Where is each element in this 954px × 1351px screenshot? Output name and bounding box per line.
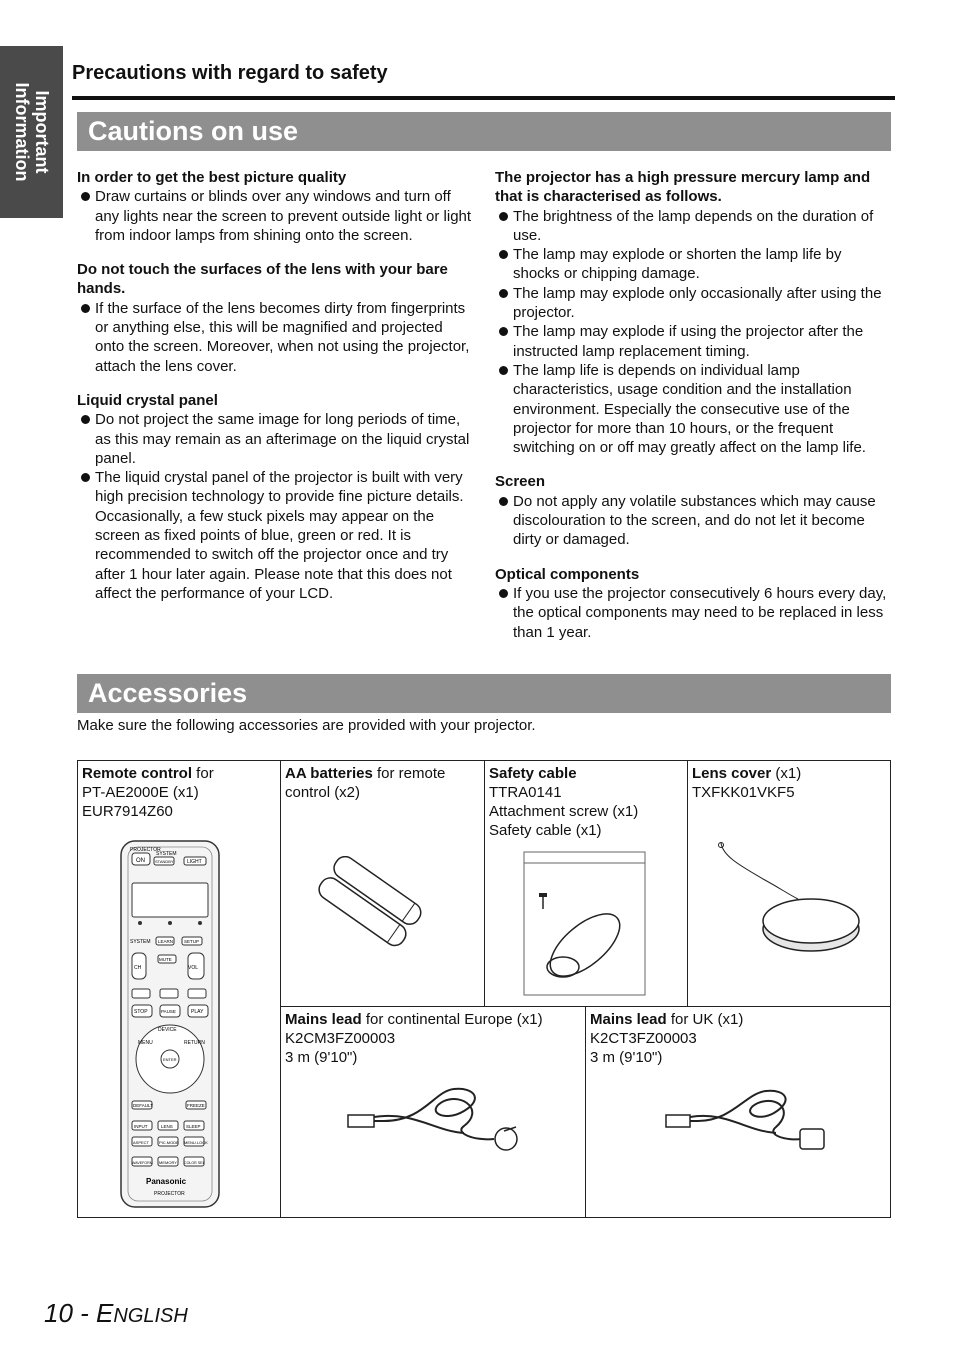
item-name: Lens cover [692,765,772,782]
item-name: Remote control [82,765,193,782]
item-desc-line4: Safety cable (x1) [489,822,602,839]
item-model: PT-AE2000E (x1) [82,784,199,801]
remote-brand-logo: Panasonic [146,1177,187,1186]
remote-label-system2: SYSTEM [130,939,151,945]
item-name: Safety cable [489,765,577,782]
bullet-item: The lamp may explode if using the projector after the instructed lamp replacement timing. [495,322,890,361]
bullet-item: Do not project the same image for long periods of time, as this may remain as an afterimage on the liquid crystal panel. [77,410,472,468]
item-part: K2CM3FZ00003 [285,1030,396,1047]
remote-menulock-button: MENU.LOCK [184,1140,208,1145]
mains-lead-uk-illustration [662,1081,832,1161]
bullet-item: If you use the projector consecutively 6 hours every day, the optical components may need to be replaced in less than 1 year. [495,584,890,642]
heading-rule [72,96,895,100]
item-part: TTRA0141 [489,784,562,801]
cautions-right-column [495,168,890,642]
bullet-item: Draw curtains or blinds over any windows and turn off any lights near the screen to prevent outside light or light from indoor lamps from shining onto the screen. [77,187,472,245]
remote-label-projector: PROJECTOR [130,847,161,853]
accessories-title-bar: Accessories [77,674,891,713]
item-desc-line2: control (x2) [285,784,361,801]
item-desc: for remote [372,765,446,782]
remote-label-system: SYSTEM [156,851,177,857]
cautions-title-bar: Cautions on use [77,112,891,151]
subheading: Liquid crystal panel [77,391,218,409]
remote-play-button: PLAY [191,1009,204,1015]
remote-ch-button: CH [134,965,142,971]
footer-lang-first: E [96,1298,114,1328]
item-desc-line3: Attachment screw (x1) [489,803,639,820]
item-part: K2CT3FZ00003 [590,1030,697,1047]
remote-stop-button: STOP [134,1009,148,1015]
remote-enter-button: ENTER [163,1057,177,1062]
item-part: TXFKK01VKF5 [692,784,795,801]
subheading: Optical components [495,565,640,583]
side-tab-label [12,83,52,182]
remote-on-button: ON [136,858,145,864]
side-tab-label-line1: Important [31,90,52,174]
remote-aspect-button: ASPECT [133,1140,150,1145]
lens-cover-illustration [713,839,863,959]
lens-cover-cell [688,761,891,805]
subheading: The projector has a high pressure mercury lamp and that is characterised as follows. [495,169,871,206]
subheading: Screen [495,473,546,491]
safety-cable-illustration [523,851,647,997]
safety-cable-cell [485,761,688,843]
remote-setup-button: SETUP [184,939,200,944]
bullet-item: The lamp life is depends on individual lamp characteristics, usage condition and the installation environment. Especially the consecutive use of the projector for more than 10 hours, or the frequent switching on or off may greatly affect on the lamp life. [495,361,890,457]
bullet-item: The lamp may explode only occasionally after using the projector. [495,284,890,323]
item-desc: for continental Europe (x1) [361,1011,543,1028]
section-heading: Precautions with regard to safety [72,62,388,84]
remote-input-button: INPUT [134,1124,148,1129]
item-length: 3 m (9'10") [590,1049,663,1066]
remote-standby-button: STANDBY [155,859,174,864]
remote-model-label: PROJECTOR [154,1191,185,1197]
mains-lead-eu-illustration [344,1081,524,1161]
item-name: Mains lead [590,1011,667,1028]
remote-pause-button: PAUSE [161,1009,176,1014]
remote-control-illustration [118,839,222,1209]
mains-lead-uk-cell [586,1007,891,1070]
item-desc: for [192,765,214,782]
remote-lens-button: LENS [161,1124,173,1129]
item-name: AA batteries [285,765,373,782]
remote-freeze-button: FREEZE [187,1103,205,1108]
aa-batteries-cell [281,761,484,805]
side-tab-important-information [0,46,63,218]
remote-light-button: LIGHT [187,859,202,865]
aa-batteries-illustration [311,856,431,951]
item-length: 3 m (9'10") [285,1049,358,1066]
footer-lang-rest: NGLISH [113,1305,188,1327]
remote-vol-button: VOL [188,965,199,971]
item-desc: for UK (x1) [666,1011,744,1028]
bullet-item: The liquid crystal panel of the projector is built with very high precision technology to provide fine picture details. Occasionally, a few stuck pixels may appear on the screen as fixed points of blue, green or red. It is recommended to switch off the projector once and try after 1 hour later again. Please note that this does not affect the performance of your LCD. [77,468,472,603]
bullet-item: Do not apply any volatile substances which may cause discolouration to the screen, and do not let it become dirty or damaged. [495,492,890,550]
item-part: EUR7914Z60 [82,803,173,820]
remote-learn-button: LEARN [158,939,174,944]
table-divider [280,761,281,1217]
remote-menu-button: MENU [138,1040,153,1046]
bullet-item: The brightness of the lamp depends on the duration of use. [495,207,890,246]
footer-separator: - [72,1298,97,1328]
item-desc: (x1) [771,765,802,782]
accessories-table [77,760,891,1218]
remote-waveform-button: WAVEFORM [132,1161,153,1165]
subheading: Do not touch the surfaces of the lens with your bare hands. [77,261,448,298]
side-tab-label-line2: Information [11,82,32,182]
page-footer [44,1298,188,1329]
remote-sleep-button: SLEEP [186,1124,201,1129]
remote-picmode-button: PIC.MODE [159,1140,179,1145]
mains-lead-eu-cell [281,1007,585,1070]
bullet-item: The lamp may explode or shorten the lamp life by shocks or chipping damage. [495,245,890,284]
remote-memory-button: MEMORY [159,1160,177,1165]
remote-colorsel-button: COLOR SEL [184,1161,205,1165]
remote-mute-button: MUTE [159,957,172,962]
accessories-intro: Make sure the following accessories are provided with your projector. [77,717,536,734]
bullet-item: If the surface of the lens becomes dirty from fingerprints or anything else, this will be magnified and projected onto the screen. Moreover, when not using the projector, attach the lens cover. [77,299,472,376]
item-name: Mains lead [285,1011,362,1028]
remote-default-button: DEFAULT [133,1103,153,1108]
remote-control-cell [78,761,280,824]
remote-return-button: RETURN [184,1040,205,1046]
cautions-left-column [77,168,472,603]
subheading: In order to get the best picture quality [77,169,347,186]
page-number: 10 [44,1298,73,1328]
remote-device-button: DEVICE [158,1027,177,1033]
